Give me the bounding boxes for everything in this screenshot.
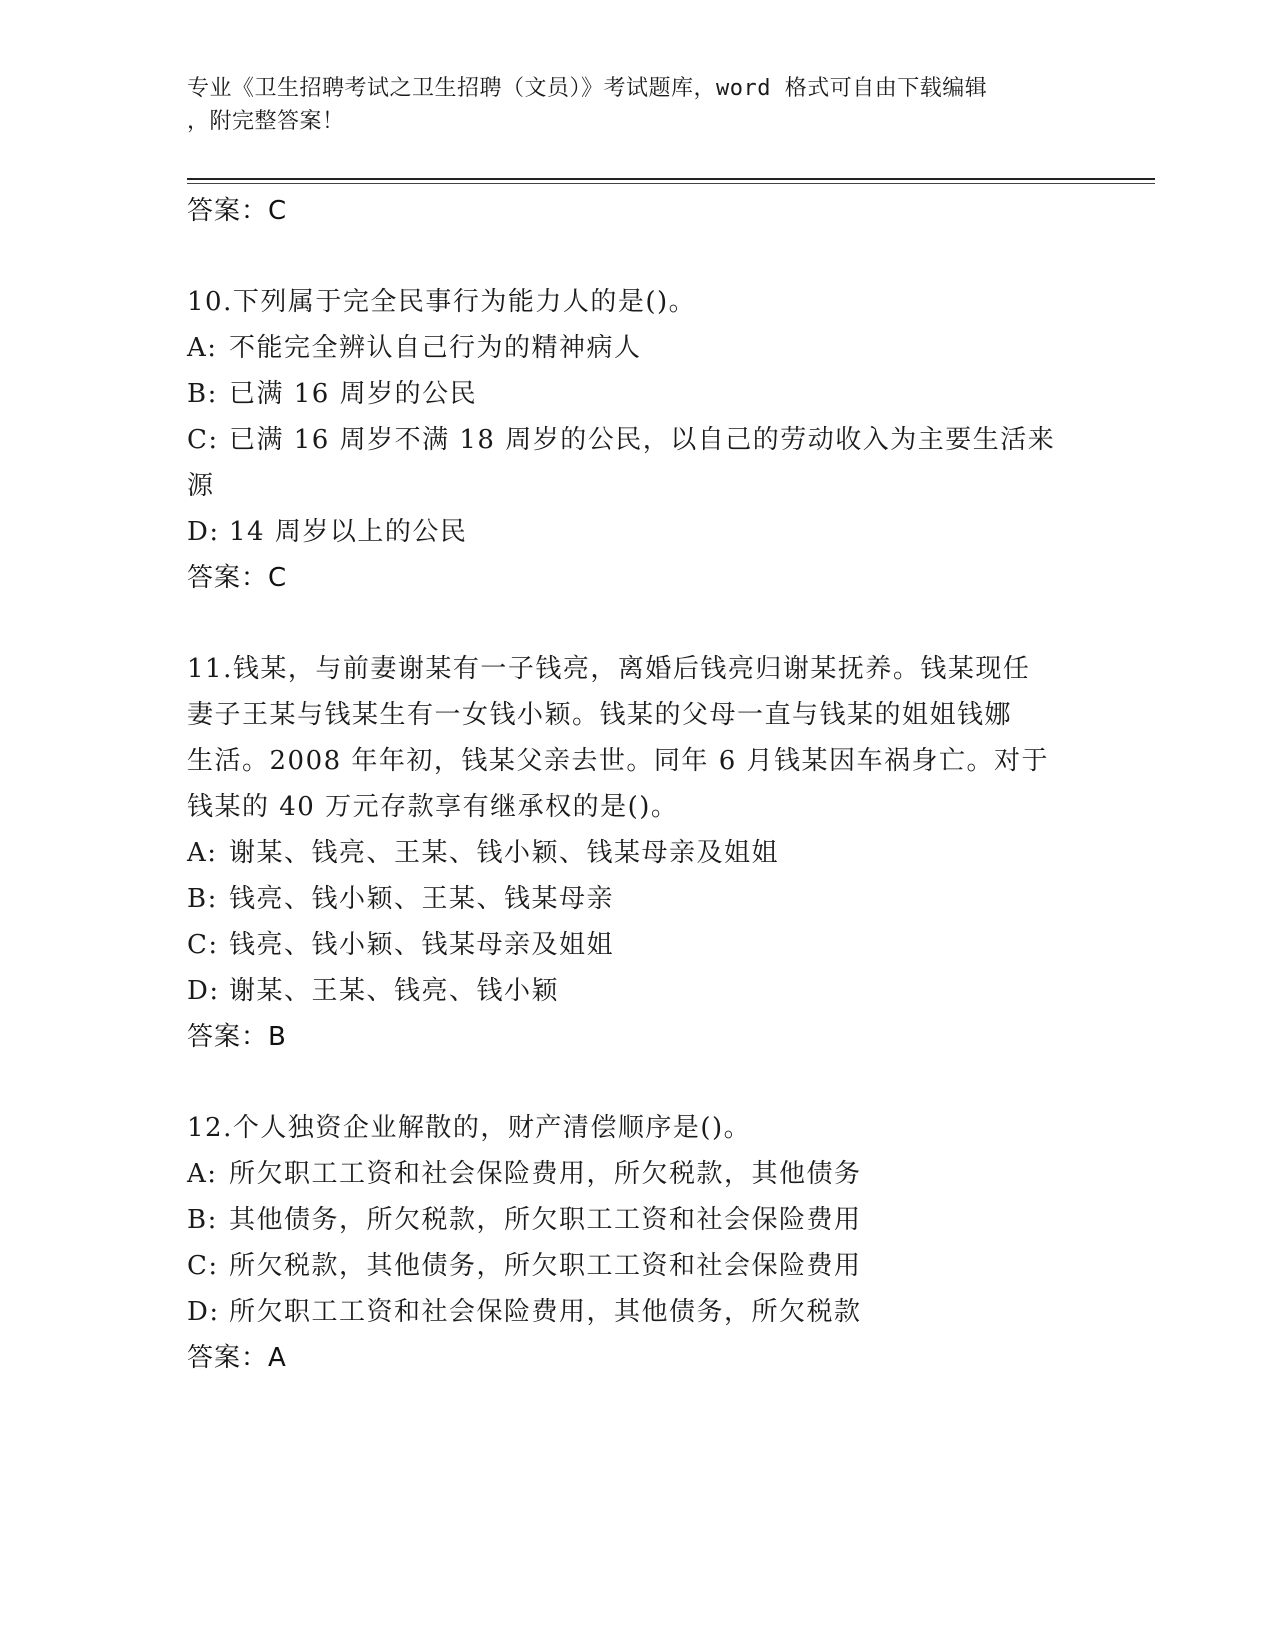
option-key: B: bbox=[187, 379, 218, 409]
question-stem-line: 10.下列属于完全民事行为能力人的是()。 bbox=[187, 287, 697, 317]
question-stem-line: 生活。2008 年年初，钱某父亲去世。同年 6 月钱某因车祸身亡。对于 bbox=[187, 746, 1050, 776]
option-key: C: bbox=[187, 930, 219, 960]
option-line bbox=[187, 830, 1087, 876]
option-line bbox=[187, 1243, 1087, 1289]
option-text: 钱亮、钱小颖、钱某母亲及姐姐 bbox=[229, 930, 615, 960]
answer-label: 答案： bbox=[187, 1343, 269, 1373]
option-text: 谢某、王某、钱亮、钱小颖 bbox=[229, 976, 560, 1006]
answer-label: 答案： bbox=[187, 1022, 269, 1052]
option-text: 已满 16 周岁的公民 bbox=[229, 379, 478, 409]
option-text: 源 bbox=[187, 471, 215, 501]
option-text: 所欠税款，其他债务，所欠职工工资和社会保险费用 bbox=[229, 1251, 862, 1281]
question-stem-line: 钱某的 40 万元存款享有继承权的是()。 bbox=[187, 792, 679, 822]
option-key: D: bbox=[187, 1297, 220, 1327]
option-line bbox=[187, 968, 1087, 1014]
answer-line bbox=[187, 1335, 1087, 1381]
option-text: 不能完全辨认自己行为的精神病人 bbox=[229, 333, 642, 363]
option-line bbox=[187, 371, 1087, 417]
option-key: C: bbox=[187, 425, 219, 455]
option-text: 谢某、钱亮、王某、钱小颖、钱某母亲及姐姐 bbox=[229, 838, 780, 868]
option-text: 所欠职工工资和社会保险费用，其他债务，所欠税款 bbox=[229, 1297, 862, 1327]
answer-label: 答案： bbox=[187, 563, 269, 593]
answer-value: C bbox=[268, 563, 288, 593]
question-list bbox=[187, 234, 1087, 1381]
option-key: A: bbox=[187, 838, 218, 868]
question-gap bbox=[187, 234, 1087, 279]
option-line bbox=[187, 1289, 1087, 1335]
question-block bbox=[187, 1105, 1087, 1381]
option-key: B: bbox=[187, 1205, 218, 1235]
option-line bbox=[187, 1197, 1087, 1243]
page-header bbox=[187, 72, 1067, 138]
question-block bbox=[187, 646, 1087, 1060]
header-line-2: ，附完整答案！ bbox=[187, 109, 345, 134]
option-text: 所欠职工工资和社会保险费用，所欠税款，其他债务 bbox=[229, 1159, 862, 1189]
question-gap bbox=[187, 1060, 1087, 1105]
answer-label: 答案： bbox=[187, 196, 269, 226]
option-key: A: bbox=[187, 1159, 218, 1189]
question-stem-line: 12.个人独资企业解散的，财产清偿顺序是()。 bbox=[187, 1113, 752, 1143]
answer-value: B bbox=[268, 1022, 287, 1052]
document-body bbox=[187, 188, 1087, 1381]
option-key: D: bbox=[187, 517, 220, 547]
option-line bbox=[187, 876, 1087, 922]
option-line bbox=[187, 417, 1087, 463]
question-stem-line: 妻子王某与钱某生有一女钱小颖。钱某的父母一直与钱某的姐姐钱娜 bbox=[187, 700, 1013, 730]
question-gap bbox=[187, 601, 1087, 646]
header-line-1: 专业《卫生招聘考试之卫生招聘（文员）》考试题库，word 格式可自由下载编辑 bbox=[187, 76, 988, 101]
option-line bbox=[187, 509, 1087, 555]
option-key: D: bbox=[187, 976, 220, 1006]
option-text: 钱亮、钱小颖、王某、钱某母亲 bbox=[229, 884, 615, 914]
answer-line bbox=[187, 1014, 1087, 1060]
option-key: C: bbox=[187, 1251, 219, 1281]
option-key: A: bbox=[187, 333, 218, 363]
option-text: 其他债务，所欠税款，所欠职工工资和社会保险费用 bbox=[229, 1205, 862, 1235]
header-rule-thick bbox=[187, 178, 1155, 180]
option-key: B: bbox=[187, 884, 218, 914]
question-stem-line: 11.钱某，与前妻谢某有一子钱亮，离婚后钱亮归谢某抚养。钱某现任 bbox=[187, 654, 1031, 684]
answer-value: A bbox=[268, 1343, 287, 1373]
answer-line bbox=[187, 555, 1087, 601]
answer-line bbox=[187, 188, 1087, 234]
option-text: 14 周岁以上的公民 bbox=[229, 517, 468, 547]
option-line bbox=[187, 325, 1087, 371]
question-block bbox=[187, 279, 1087, 601]
option-line bbox=[187, 922, 1087, 968]
option-line bbox=[187, 463, 1087, 509]
option-line bbox=[187, 1151, 1087, 1197]
answer-value: C bbox=[268, 196, 288, 226]
option-text: 已满 16 周岁不满 18 周岁的公民，以自己的劳动收入为主要生活来 bbox=[229, 425, 1056, 455]
header-rule-thin bbox=[187, 183, 1155, 184]
